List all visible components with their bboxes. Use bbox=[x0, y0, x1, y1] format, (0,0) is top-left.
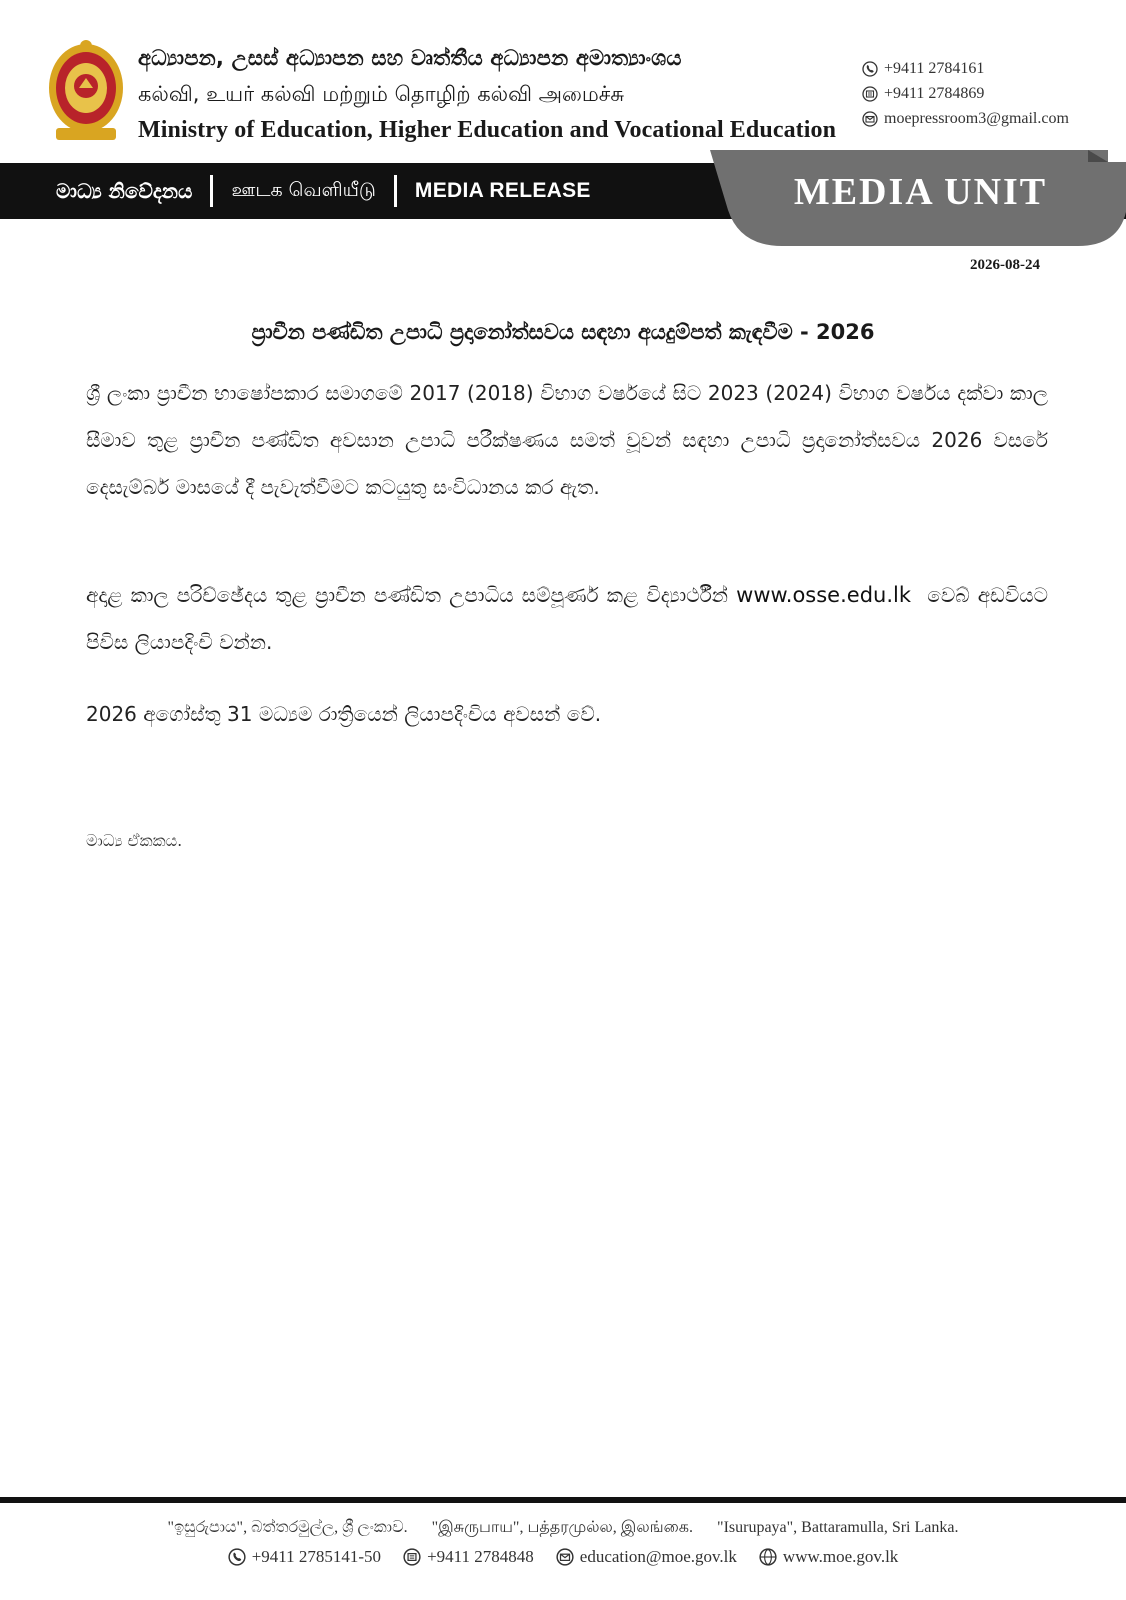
media-release-labels bbox=[56, 163, 591, 219]
header-fax bbox=[862, 81, 1069, 106]
signature: මාධ්‍ය ඒකකය. bbox=[86, 831, 183, 850]
globe-icon bbox=[759, 1548, 777, 1566]
footer-fax bbox=[403, 1547, 534, 1567]
footer-phone-text: +9411 2785141-50 bbox=[251, 1547, 382, 1566]
media-unit-label: MEDIA UNIT bbox=[793, 171, 1048, 213]
release-title: ප්‍රාචීන පණ්ඩිත උපාධි ප්‍රදානෝත්සවය සඳහා අයදුම්පත් කැඳවීම - 2026 bbox=[251, 320, 875, 344]
footer-email bbox=[556, 1547, 737, 1567]
ministry-name-english: Ministry of Education, Higher Education and Vocational Education bbox=[138, 117, 837, 143]
footer-email-text[interactable]: education@moe.gov.lk bbox=[579, 1547, 737, 1566]
footer-phone bbox=[228, 1547, 381, 1567]
footer-website bbox=[759, 1547, 898, 1567]
footer-address-tamil: "இசுருபாய", பத்தரமுல்ல, இலங்கை. bbox=[431, 1519, 694, 1536]
footer-contacts bbox=[0, 1547, 1126, 1567]
header-phone-text: +9411 2784161 bbox=[884, 59, 985, 77]
footer-divider bbox=[0, 1497, 1126, 1503]
media-release-tamil: ஊடக வெளியீடு bbox=[231, 178, 376, 201]
release-paragraph-1: ශ්‍රී ලංකා ප්‍රාචීන භාෂෝපකාර සමාගමේ 2017 (2018) විභාග වර්ෂයේ සිට 2023 (2024) විභාග වර්ෂය දක්වා කාල සීමාව තුළ ප්‍රාචීන පණ්ඩිත අවසාන උපාධි පරීක්ෂණය සමත් වූවන් සඳහා උපාධි ප්‍රදානෝත්සවය 2026 වසරේ දෙසැම්බර් මාසයේ දී පැවැත්වීමට කටයුතු සංවිධානය කර ඇත. bbox=[86, 381, 1048, 499]
phone-icon bbox=[228, 1548, 246, 1566]
release-paragraph-3: 2026 අගෝස්තු 31 මධ්‍යම රාත්‍රියෙන් ලියාපදිංචිය අවසන් වේ. bbox=[86, 702, 602, 726]
email-icon bbox=[556, 1548, 574, 1566]
fax-icon bbox=[862, 86, 878, 102]
header-fax-text: +9411 2784869 bbox=[884, 84, 985, 102]
release-paragraph-2 bbox=[86, 572, 1048, 666]
band-divider bbox=[394, 175, 397, 207]
fax-icon bbox=[403, 1548, 421, 1566]
footer-website-text[interactable]: www.moe.gov.lk bbox=[782, 1547, 899, 1566]
band-divider bbox=[210, 175, 213, 207]
footer-fax-text: +9411 2784848 bbox=[427, 1547, 534, 1566]
media-release-english: MEDIA RELEASE bbox=[414, 179, 591, 202]
paragraph-2-tail: වෙබ් අඩවියට පිවිස ලියාපදිංචි වන්න. bbox=[86, 583, 1049, 654]
release-date: 2026-08-24 bbox=[970, 257, 1040, 273]
email-icon bbox=[862, 111, 878, 127]
footer-address-sinhala: "ඉසුරුපාය", බත්තරමුල්ල, ශ්‍රී ලංකාව. bbox=[167, 1519, 408, 1536]
ministry-name-sinhala: අධ්‍යාපන, උසස් අධ්‍යාපන සහ වෘත්තීය අධ්‍යාපන අමාත්‍යාංශය bbox=[138, 46, 682, 70]
ministry-name-block bbox=[138, 40, 837, 148]
header-email-text[interactable]: moepressroom3@gmail.com bbox=[884, 109, 1069, 127]
registration-url-link[interactable]: www.osse.edu.lk bbox=[736, 583, 912, 607]
media-release-sinhala: මාධ්‍ය නිවේදනය bbox=[56, 179, 193, 203]
ministry-name-tamil: கல்வி, உயர் கல்வி மற்றும் தொழிற் கல்வி அமைச்சு bbox=[138, 82, 625, 106]
header-contacts bbox=[862, 56, 1069, 131]
footer-address-english: "Isurupaya", Battaramulla, Sri Lanka. bbox=[717, 1519, 959, 1536]
header-phone bbox=[862, 56, 1069, 81]
header-email bbox=[862, 106, 1069, 131]
footer-address bbox=[0, 1518, 1126, 1538]
phone-icon bbox=[862, 61, 878, 77]
sri-lanka-emblem-icon bbox=[46, 36, 126, 146]
paragraph-2-text: අදාළ කාල පරිච්ඡේදය තුළ ප්‍රාචීන පණ්ඩිත උපාධිය සම්පූර්ණ කළ විද්‍යාර්ථීන් bbox=[86, 583, 729, 607]
